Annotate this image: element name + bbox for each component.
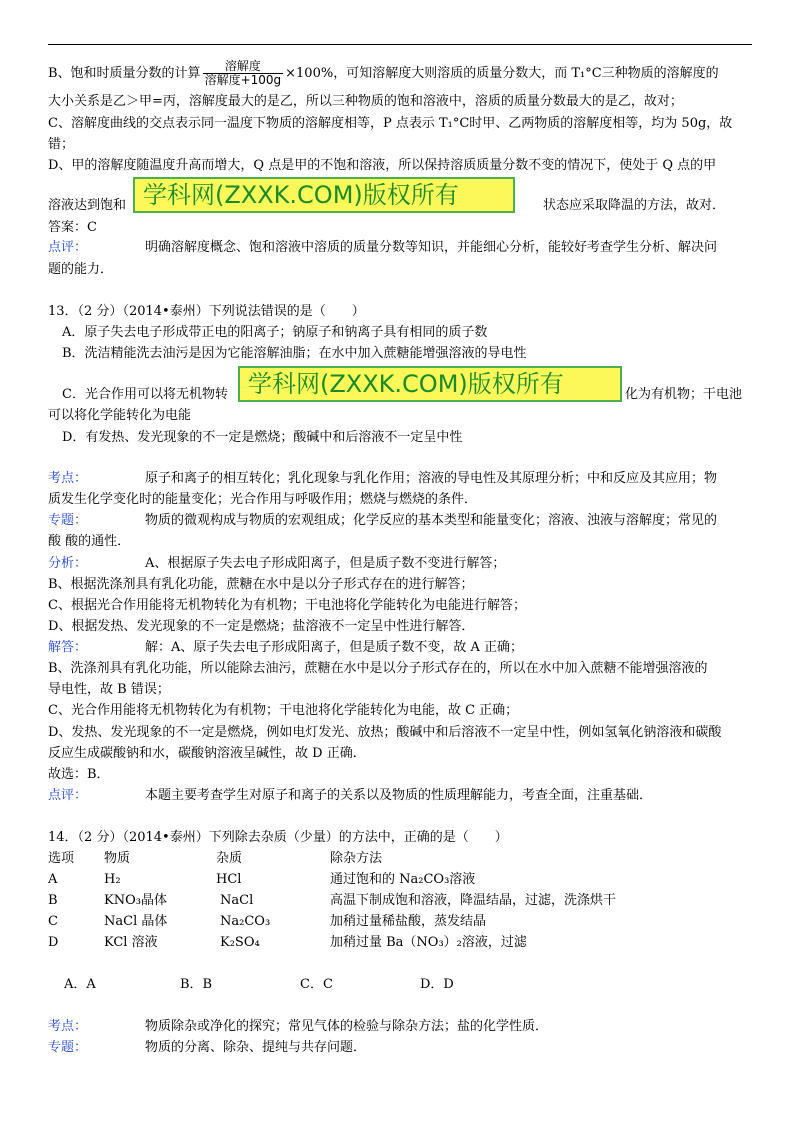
q13-fenxi-4: D、根据发热、发光现象的不一定是燃烧；盐溶液不一定呈中性进行解答．: [48, 619, 475, 634]
q13-fenxi-1: A、根据原子失去电子形成阳离子，但是质子数不变进行解答；: [145, 556, 506, 571]
q13-option-a: A．原子失去电子形成带正电的阳离子；钠原子和钠离子具有相同的质子数: [62, 325, 488, 340]
q13-option-c-pre: C．光合作用可以将无机物转: [62, 387, 228, 402]
table-cell: KNO₃晶体: [104, 893, 167, 908]
table-cell: D: [48, 935, 59, 950]
table-cell: Na₂CO₃: [220, 914, 271, 929]
q13-dianping-label: 点评：: [48, 788, 88, 803]
q12-d-line1: D、甲的溶解度随温度升高而增大，Q 点是甲的不饱和溶液，所以保持溶质质量分数不变的情况下，使处于 Q 点的甲: [48, 158, 717, 173]
q13-jieda-1: 解：A、原子失去电子形成阳离子，但是质子数不变，故 A 正确；: [145, 640, 524, 655]
table-cell: C: [48, 914, 58, 929]
q12-b-text-post: ×100%，可知溶解度大则溶质的质量分数大，而 T₁°C三种物质的溶解度的: [285, 66, 719, 81]
q13-jieda-3: 导电性，故 B 错误；: [48, 682, 170, 697]
top-rule: [48, 44, 752, 45]
q13-jieda-2: B、洗涤剂具有乳化功能，所以能除去油污，蔗糖在水中是以分子形式存在的，所以在水中加入蔗糖不能增强溶液的: [48, 661, 708, 676]
q12-b-line1: [48, 60, 719, 87]
q12-b-line2: 大小关系是乙＞甲=丙，溶解度最大的是乙，所以三种物质的饱和溶液中，溶质的质量分数最大的是乙，故对；: [48, 94, 683, 109]
table-cell: 高温下制成饱和溶液，降温结晶，过滤，洗涤烘干: [330, 893, 617, 908]
q12-b-text: B、饱和时质量分数的计算: [48, 66, 201, 81]
q14-zhuanti-1: 物质的分离、除杂、提纯与共存问题．: [145, 1040, 367, 1055]
choice-c: C．C: [300, 977, 333, 992]
q13-stem: 13．（2 分）（2014•泰州）下列说法错误的是（ ）: [48, 304, 365, 319]
q13-kaodian-label: 考点：: [48, 471, 88, 486]
table-cell: NaCl: [220, 893, 254, 908]
choice-a: A．A: [64, 977, 96, 992]
table-cell: HCl: [216, 872, 242, 887]
q13-option-c-post: 化为有机物；干电池: [625, 387, 743, 402]
q14-kaodian-1: 物质除杂或净化的探究；常见气体的检验与除杂方法；盐的化学性质．: [145, 1019, 549, 1034]
choice-b: B．B: [180, 977, 213, 992]
q13-jieda-5: D、发热、发光现象的不一定是燃烧，例如电灯发光、放热；酸碱中和后溶液不一定呈中性，例如氢氧化钠溶液和碳酸: [48, 725, 722, 740]
q13-option-c-line2: 可以将化学能转化为电能: [48, 408, 192, 423]
watermark-2: 学科网(ZXXK.COM)版权所有: [238, 366, 622, 402]
q13-kaodian-2: 质发生化学变化时的能量变化；光合作用与呼吸作用；燃烧与燃烧的条件．: [48, 492, 478, 507]
q12-comment-text2: 题的能力．: [48, 262, 114, 277]
table-cell: 通过饱和的 Na₂CO₃溶液: [330, 872, 476, 887]
table-cell: H₂: [104, 872, 121, 887]
q13-zhuanti-2: 酸 酸的通性．: [48, 534, 131, 549]
table-header: 选项: [48, 851, 75, 866]
q13-jieda-4: C、光合作用能将无机物转化为有机物；干电池将化学能转化为电能，故 C 正确；: [48, 703, 519, 718]
table-cell: B: [48, 893, 58, 908]
q13-kaodian-1: 原子和离子的相互转化；乳化现象与乳化作用；溶液的导电性及其原理分析；中和反应及其应用；物: [145, 471, 718, 486]
q13-option-d: D．有发热、发光现象的不一定是燃烧；酸碱中和后溶液不一定呈中性: [62, 430, 463, 445]
q13-fenxi-2: B、根据洗涤剂具有乳化功能，蔗糖在水中是以分子形式存在的进行解答；: [48, 577, 474, 592]
q13-zhuanti-label: 专题：: [48, 513, 88, 528]
table-cell: 加稍过量稀盐酸，蒸发结晶: [330, 914, 487, 929]
table-header: 除杂方法: [330, 851, 383, 866]
table-cell: 加稍过量 Ba（NO₃）₂溶液，过滤: [330, 935, 527, 950]
q13-fenxi-label: 分析：: [48, 556, 88, 571]
table-header: 物质: [104, 851, 131, 866]
q14-stem: 14．（2 分）（2014•泰州）下列除去杂质（少量）的方法中，正确的是（ ）: [48, 830, 508, 845]
q13-option-b: B．洗洁精能洗去油污是因为它能溶解油脂；在水中加入蔗糖能增强溶液的导电性: [62, 346, 527, 361]
q13-dianping-1: 本题主要考查学生对原子和离子的关系以及物质的性质理解能力，考查全面，注重基础．: [145, 788, 653, 803]
q12-c-line1: C、溶解度曲线的交点表示同一温度下物质的溶解度相等，P 点表示 T₁°C时甲、乙两物质的溶解度相等，均为 50g，故: [48, 116, 733, 131]
q12-answer: 答案：C: [48, 220, 97, 235]
table-cell: NaCl 晶体: [104, 914, 168, 929]
table-cell: KCl 溶液: [104, 935, 158, 950]
choice-d: D．D: [420, 977, 454, 992]
table-cell: K₂SO₄: [220, 935, 260, 950]
q13-fenxi-3: C、根据光合作用能将无机物转化为有机物；干电池将化学能转化为电能进行解答；: [48, 598, 526, 613]
table-header: 杂质: [216, 851, 243, 866]
solubility-fraction: [203, 60, 284, 87]
q14-kaodian-label: 考点：: [48, 1019, 88, 1034]
q12-d-line2-pre: 溶液达到饱和: [48, 198, 127, 213]
q13-jieda-7: 故选：B．: [48, 767, 110, 782]
fraction-numerator: 溶解度: [203, 60, 284, 74]
q13-jieda-label: 解答：: [48, 640, 88, 655]
q12-comment-label: 点评：: [48, 240, 88, 255]
q13-jieda-6: 反应生成碳酸钠和水，碳酸钠溶液呈碱性，故 D 正确．: [48, 746, 366, 761]
q14-zhuanti-label: 专题：: [48, 1040, 88, 1055]
table-cell: A: [48, 872, 58, 887]
q13-zhuanti-1: 物质的微观构成与物质的宏观组成；化学反应的基本类型和能量变化；溶液、浊液与溶解度；常见的: [145, 513, 718, 528]
q12-c-line2: 错；: [48, 137, 75, 152]
watermark-1: 学科网(ZXXK.COM)版权所有: [133, 177, 515, 213]
q12-d-line2-post: 状态应采取降温的方法，故对．: [543, 198, 726, 213]
fraction-denominator: 溶解度+100g: [204, 73, 282, 87]
q12-comment-text1: 明确溶解度概念、饱和溶液中溶质的质量分数等知识，并能细心分析，能较好考查学生分析、解决问: [145, 240, 718, 255]
